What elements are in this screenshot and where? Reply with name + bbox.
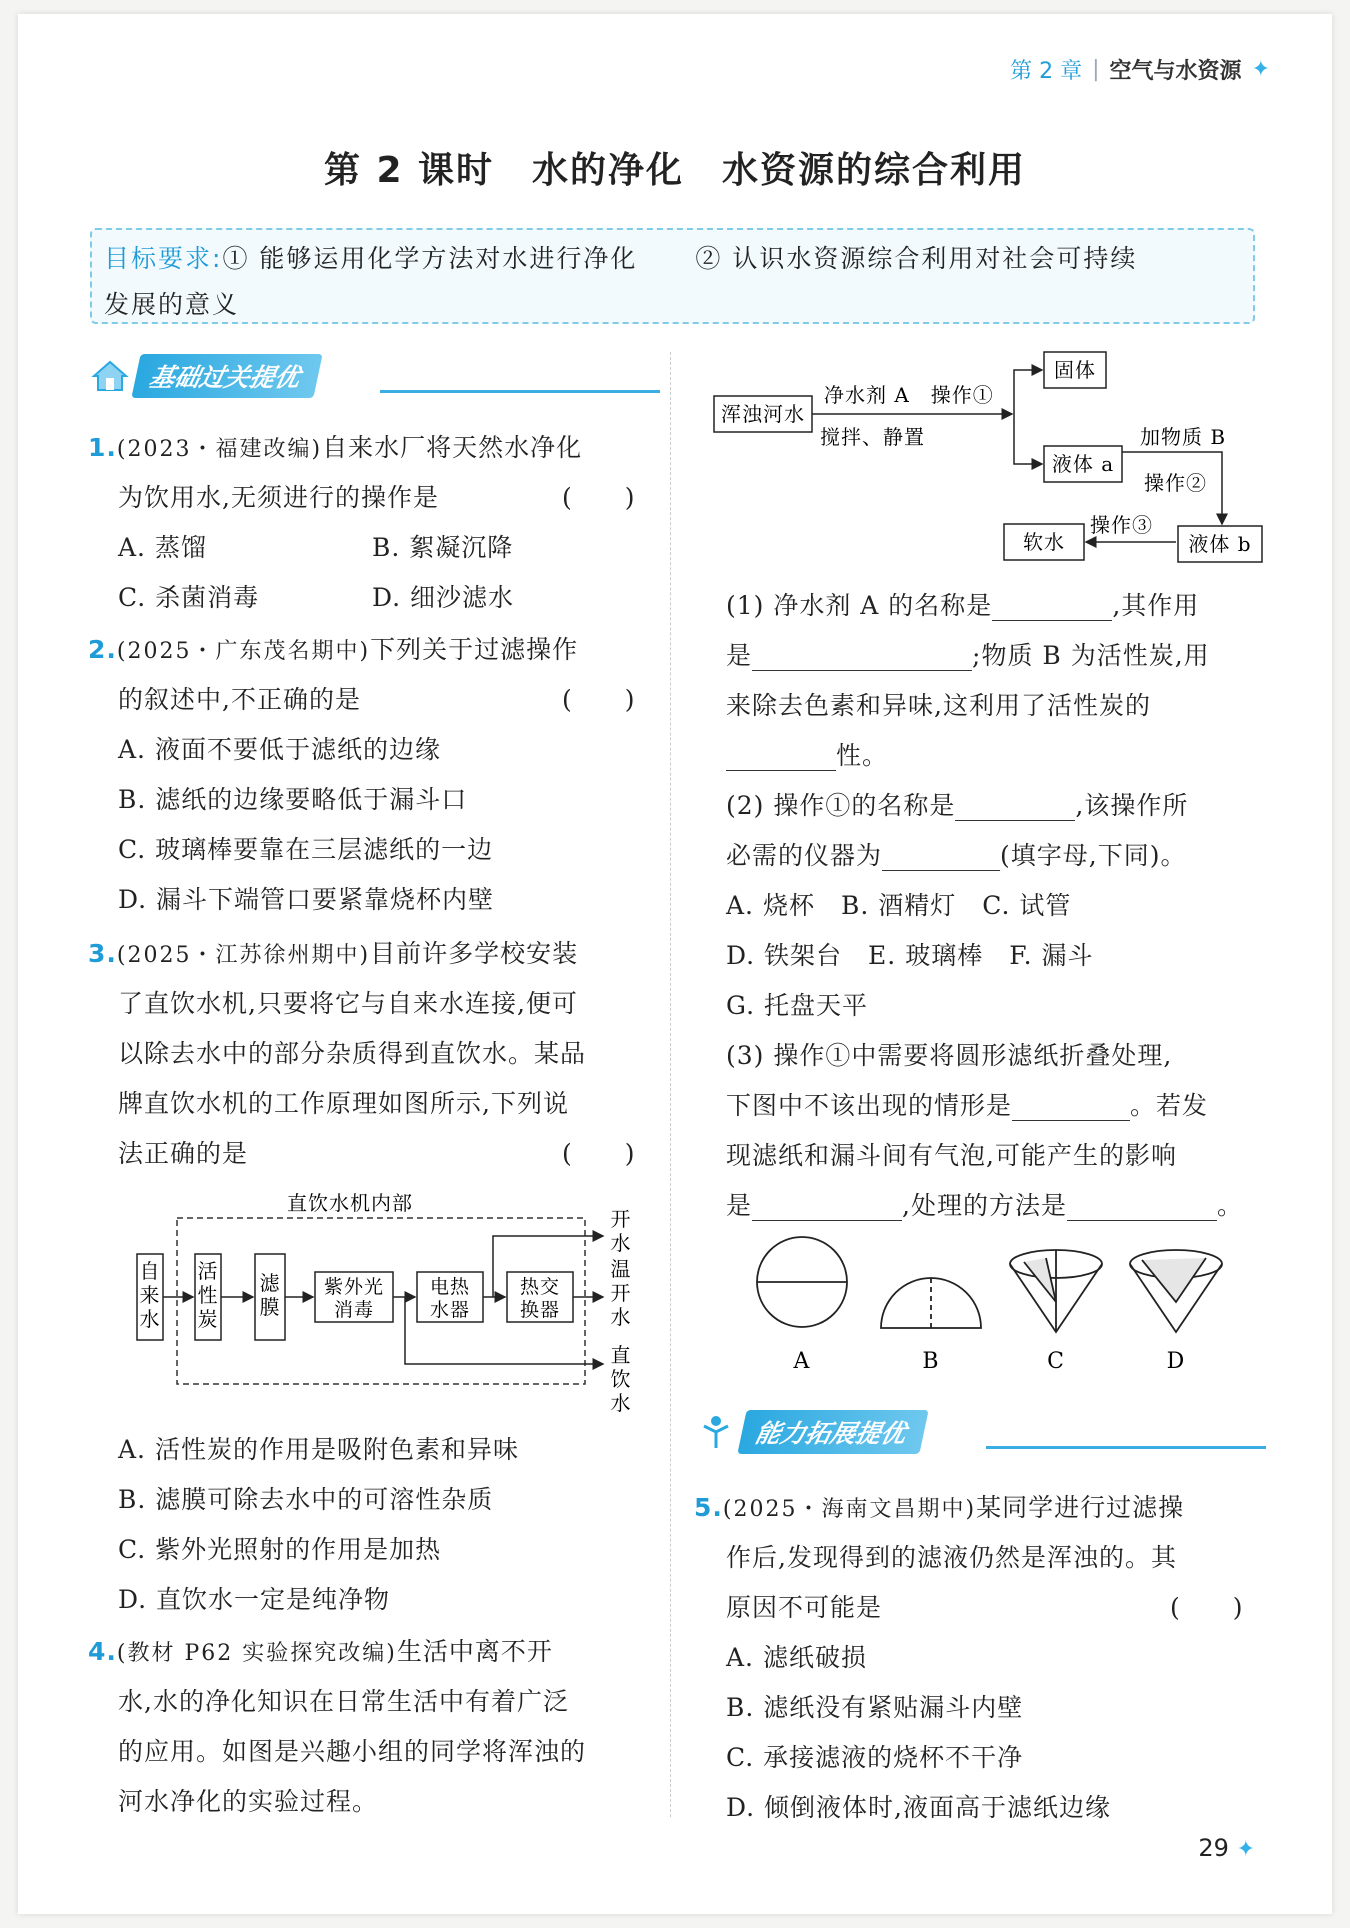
q2-option-d: D. 漏斗下端管口要紧靠烧杯内壁 xyxy=(118,885,495,914)
q4-part1-line-1: (1) 净水剂 A 的名称是 ,其作用 xyxy=(726,591,1200,620)
q4-line-3: 的应用。如图是兴趣小组的同学将浑浊的 xyxy=(118,1737,587,1766)
carbon-char-3: 炭 xyxy=(197,1307,219,1331)
left-column xyxy=(0,0,670,1928)
out-direct-2: 饮 xyxy=(610,1367,632,1391)
q4-line-1: 4.(教材 P62 实验探究改编)生活中离不开 xyxy=(88,1637,553,1666)
out-warm-2: 开 xyxy=(610,1281,632,1305)
q4-part2-options-1: A. 烧杯 B. 酒精灯 C. 试管 xyxy=(726,891,1072,920)
water-dispenser-diagram xyxy=(125,1180,645,1420)
q5-option-c: C. 承接滤液的烧杯不干净 xyxy=(726,1743,1024,1772)
arrow-to-liquid-a xyxy=(1014,414,1042,464)
q1-line-2: 为饮用水,无须进行的操作是 xyxy=(118,483,439,512)
q3-line-4: 牌直饮水机的工作原理如图所示,下列说 xyxy=(118,1089,569,1118)
header-separator: | xyxy=(1092,57,1100,82)
q5-option-a: A. 滤纸破损 xyxy=(726,1643,867,1672)
q3-line-5: 法正确的是 xyxy=(118,1139,249,1168)
q3-option-c: C. 紫外光照射的作用是加热 xyxy=(118,1535,442,1564)
q3-option-b: B. 滤膜可除去水中的可溶性杂质 xyxy=(118,1485,494,1514)
q4-part2-options-3: G. 托盘天平 xyxy=(726,991,868,1020)
q4-part1-line-4: 性。 xyxy=(726,736,888,772)
goal-label: 目标要求: xyxy=(104,244,223,273)
q5-option-d: D. 倾倒液体时,液面高于滤纸边缘 xyxy=(726,1793,1111,1822)
q3-line-3: 以除去水中的部分杂质得到直饮水。某品 xyxy=(118,1039,587,1068)
membrane-char-2: 膜 xyxy=(259,1295,281,1319)
blank-fix-method[interactable] xyxy=(1067,1191,1217,1221)
section-label: 空气与水资源 xyxy=(1109,59,1242,84)
q4-part1-line-2: 是 ;物质 B 为活性炭,用 xyxy=(726,641,1210,670)
soft-water-label: 软水 xyxy=(1023,530,1065,554)
q3-option-d: D. 直饮水一定是纯净物 xyxy=(118,1585,391,1614)
q5-source: (2025・海南文昌期中) xyxy=(722,1497,977,1522)
out-boiled-1: 开 xyxy=(610,1207,632,1231)
blank-agent-a[interactable] xyxy=(992,591,1112,621)
out-warm-1: 温 xyxy=(610,1257,632,1281)
blank-carbon-property[interactable] xyxy=(726,741,836,771)
blank-bubble-effect[interactable] xyxy=(752,1191,902,1221)
figure-a-label: A xyxy=(793,1349,811,1374)
q3-option-a: A. 活性炭的作用是吸附色素和异味 xyxy=(118,1435,519,1464)
q1-answer-paren: ( ) xyxy=(562,483,636,512)
arrow-to-solid xyxy=(1014,370,1042,414)
figure-b-label: B xyxy=(922,1349,940,1374)
add-b-label: 加物质 B xyxy=(1140,425,1227,449)
out-warm-3: 水 xyxy=(610,1305,632,1329)
figure-b-semicircle xyxy=(881,1278,981,1328)
op3-label: 操作③ xyxy=(1090,513,1153,537)
q4-part3-line-2: 下图中不该出现的情形是 。若发 xyxy=(726,1091,1209,1120)
q4-part3-line-3: 现滤纸和漏斗间有气泡,可能产生的影响 xyxy=(726,1141,1177,1170)
q1-option-b: B. 絮凝沉降 xyxy=(372,533,514,562)
q5-line-3: 原因不可能是 xyxy=(726,1593,883,1622)
page-number: 29 ✦ xyxy=(1198,1834,1255,1862)
heater-label-1: 电热 xyxy=(429,1276,471,1298)
q2-option-b: B. 滤纸的边缘要略低于漏斗口 xyxy=(118,785,468,814)
q4-part2-line-1: (2) 操作①的名称是 ,该操作所 xyxy=(726,791,1189,820)
q4-line-2: 水,水的净化知识在日常生活中有着广泛 xyxy=(118,1687,569,1716)
page-sparkle-icon: ✦ xyxy=(1236,1837,1255,1862)
heater-label-2: 水器 xyxy=(429,1299,471,1321)
liquid-a-label: 液体 a xyxy=(1051,452,1115,476)
q4-part1-line-3: 来除去色素和异味,这利用了活性炭的 xyxy=(726,691,1151,720)
q2-number: 2. xyxy=(88,635,117,664)
q1-line-1: 1.(2023・福建改编)自来水厂将天然水净化 xyxy=(88,433,583,462)
q5-line-1: 5.(2025・海南文昌期中)某同学进行过滤操 xyxy=(694,1493,1185,1522)
out-boiled-2: 水 xyxy=(610,1231,632,1255)
q3-line-1: 3.(2025・江苏徐州期中)目前许多学校安装 xyxy=(88,939,579,968)
q4-part2-options-2: D. 铁架台 E. 玻璃棒 F. 漏斗 xyxy=(726,941,1094,970)
chapter-label: 第 2 章 xyxy=(1010,59,1083,84)
tap-char-2: 来 xyxy=(139,1283,161,1307)
uv-label-1: 紫外光 xyxy=(323,1276,385,1298)
figure-d-label: D xyxy=(1166,1349,1186,1374)
blank-wrong-fold[interactable] xyxy=(1012,1091,1130,1121)
river-water-label: 浑浊河水 xyxy=(721,402,805,426)
q4-number: 4. xyxy=(88,1637,117,1666)
q1-option-a: A. 蒸馏 xyxy=(118,533,207,562)
tap-char-3: 水 xyxy=(139,1307,161,1331)
membrane-char-1: 滤 xyxy=(259,1271,281,1295)
page-title: 第 2 课时 水的净化 水资源的综合利用 xyxy=(323,150,1027,191)
q1-option-c: C. 杀菌消毒 xyxy=(118,583,260,612)
uv-label-2: 消毒 xyxy=(333,1299,375,1321)
q3-answer-paren: ( ) xyxy=(562,1139,636,1168)
q5-number: 5. xyxy=(694,1493,723,1522)
q5-option-b: B. 滤纸没有紧贴漏斗内壁 xyxy=(726,1693,1024,1722)
filter-paper-figures xyxy=(746,1232,1226,1382)
q3-source: (2025・江苏徐州期中) xyxy=(116,943,371,968)
purification-flow-diagram xyxy=(712,340,1272,572)
exchanger-label-1: 热交 xyxy=(519,1276,561,1298)
out-direct-1: 直 xyxy=(610,1343,632,1367)
q2-line-2: 的叙述中,不正确的是 xyxy=(118,685,361,714)
sparkle-icon: ✦ xyxy=(1251,57,1270,82)
carbon-char-2: 性 xyxy=(197,1283,219,1307)
carbon-char-1: 活 xyxy=(197,1259,219,1283)
q1-option-d: D. 细沙滤水 xyxy=(372,583,515,612)
q1-source: (2023・福建改编) xyxy=(116,437,323,462)
op2-label: 操作② xyxy=(1144,471,1207,495)
q4-source: (教材 P62 实验探究改编) xyxy=(116,1641,397,1666)
column-divider xyxy=(670,352,671,1817)
q3-number: 3. xyxy=(88,939,117,968)
diagram-title: 直饮水机内部 xyxy=(287,1191,413,1215)
step1-top-label: 净水剂 A 操作① xyxy=(824,383,994,407)
q3-line-2: 了直饮水机,只要将它与自来水连接,便可 xyxy=(118,989,578,1018)
liquid-b-label: 液体 b xyxy=(1188,532,1252,556)
goal-item-2: ② 认识水资源综合利用对社会可持续 xyxy=(695,244,1138,273)
solid-label: 固体 xyxy=(1054,358,1096,382)
step1-bottom-label: 搅拌、静置 xyxy=(820,425,925,449)
q4-part3-line-4: 是 ,处理的方法是 。 xyxy=(726,1191,1243,1220)
out-direct-3: 水 xyxy=(610,1391,632,1415)
right-column xyxy=(680,0,1350,1928)
banner-advanced-label: 能力拓展提优 xyxy=(737,1410,928,1454)
q4-part3-line-1: (3) 操作①中需要将圆形滤纸折叠处理, xyxy=(726,1041,1173,1070)
q4-part2-line-2: 必需的仪器为 (填字母,下同)。 xyxy=(726,841,1187,870)
q2-source: (2025・广东茂名期中) xyxy=(116,639,371,664)
exchanger-label-2: 换器 xyxy=(519,1299,561,1321)
banner-basic-label: 基础过关提优 xyxy=(131,354,322,398)
q4-line-4: 河水净化的实验过程。 xyxy=(118,1787,379,1816)
blank-instruments[interactable] xyxy=(882,841,1000,871)
q2-option-c: C. 玻璃棒要靠在三层滤纸的一边 xyxy=(118,835,494,864)
q2-answer-paren: ( ) xyxy=(562,685,636,714)
q1-number: 1. xyxy=(88,433,117,462)
q2-option-a: A. 液面不要低于滤纸的边缘 xyxy=(118,735,441,764)
blank-agent-a-function[interactable] xyxy=(752,641,972,671)
tap-char-1: 自 xyxy=(139,1259,161,1283)
q5-line-2: 作后,发现得到的滤液仍然是浑浊的。其 xyxy=(726,1543,1177,1572)
q5-answer-paren: ( ) xyxy=(1170,1593,1244,1622)
blank-op1-name[interactable] xyxy=(955,791,1075,821)
q2-line-1: 2.(2025・广东茂名期中)下列关于过滤操作 xyxy=(88,635,579,664)
goal-item-1: ① 能够运用化学方法对水进行净化 xyxy=(222,244,638,273)
figure-c-label: C xyxy=(1047,1349,1065,1374)
goal-line-2: 发展的意义 xyxy=(104,290,240,319)
